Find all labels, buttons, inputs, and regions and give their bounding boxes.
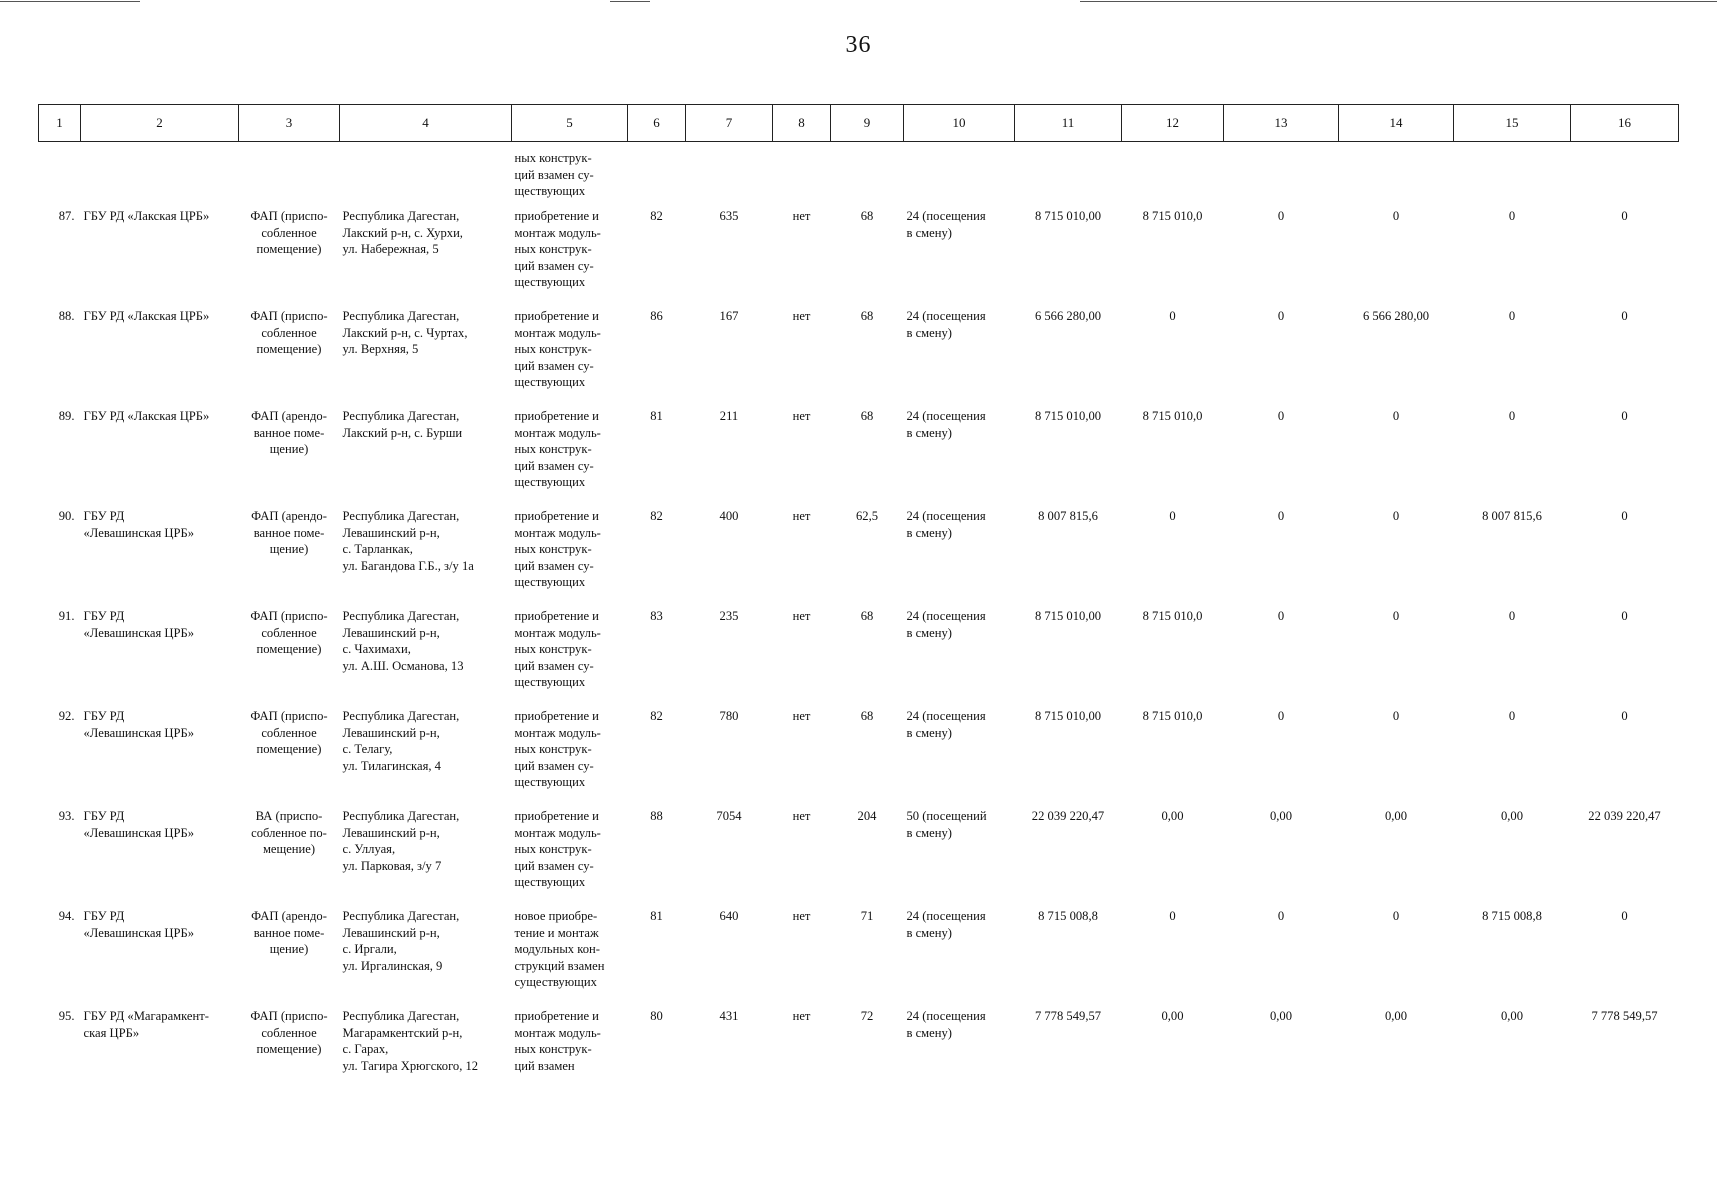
col-12-amount: 0 bbox=[1169, 909, 1176, 923]
address: Республика Дагестан, Лакский р-н, с. Чуртах, ул. Верхняя, 5 bbox=[342, 309, 468, 356]
facility-type: ФАП (арендо- ванное поме- щение) bbox=[251, 909, 327, 956]
column-header-4: 4 bbox=[340, 105, 512, 142]
column-header-15: 15 bbox=[1454, 105, 1571, 142]
capacity: 24 (посещения в смену) bbox=[906, 309, 986, 340]
col-15-amount: 0 bbox=[1508, 709, 1516, 723]
col-6-value: 82 bbox=[650, 709, 663, 723]
column-header-13: 13 bbox=[1224, 105, 1339, 142]
col-15-amount: 0 bbox=[1508, 609, 1516, 623]
total-amount: 8 715 010,00 bbox=[1034, 409, 1102, 423]
work-type: приобретение и монтаж модуль- ных конструк- ций взамен су- ществующих bbox=[514, 309, 601, 389]
institution: ГБУ РД «Лакская ЦРБ» bbox=[83, 409, 210, 423]
column-header-11: 11 bbox=[1015, 105, 1122, 142]
institution: ГБУ РД «Левашинская ЦРБ» bbox=[83, 709, 195, 740]
col-8-value: нет bbox=[792, 509, 811, 523]
facility-type: ФАП (приспо- собленное помещение) bbox=[250, 1009, 328, 1056]
work-type: приобретение и монтаж модуль- ных конструк- ций взамен су- ществующих bbox=[514, 509, 601, 589]
address: Республика Дагестан, Левашинский р-н, с. Телагу, ул. Тилагинская, 4 bbox=[342, 709, 460, 773]
table-row bbox=[39, 300, 1679, 400]
capacity: 24 (посещения в смену) bbox=[906, 509, 986, 540]
col-13-amount: 0,00 bbox=[1269, 1009, 1293, 1023]
col-12-amount: 8 715 010,0 bbox=[1142, 209, 1203, 223]
col-15-amount: 0,00 bbox=[1500, 1009, 1524, 1023]
col-13-amount: 0,00 bbox=[1269, 809, 1293, 823]
col-7-value: 640 bbox=[719, 909, 739, 923]
col-9-value: 68 bbox=[860, 409, 874, 423]
col-7-value: 400 bbox=[719, 509, 739, 523]
total-amount: 6 566 280,00 bbox=[1034, 309, 1102, 323]
table-row bbox=[39, 600, 1679, 700]
capacity: 24 (посещения в смену) bbox=[906, 909, 986, 940]
col-12-amount: 0,00 bbox=[1161, 809, 1184, 823]
col-14-amount: 0 bbox=[1392, 909, 1400, 923]
table-row bbox=[39, 200, 1679, 300]
col-12-amount: 0 bbox=[1169, 309, 1176, 323]
col-13-amount: 0 bbox=[1277, 709, 1285, 723]
total-amount: 22 039 220,47 bbox=[1031, 809, 1105, 823]
col-7-value: 235 bbox=[719, 609, 739, 623]
col-15-amount: 0 bbox=[1508, 209, 1516, 223]
total-amount: 7 778 549,57 bbox=[1034, 1009, 1102, 1023]
table-row bbox=[39, 400, 1679, 500]
capacity: 24 (посещения в смену) bbox=[906, 209, 986, 240]
col-15-amount: 0 bbox=[1508, 309, 1516, 323]
column-header-8: 8 bbox=[773, 105, 831, 142]
col-9-value: 68 bbox=[860, 709, 874, 723]
column-header-7: 7 bbox=[686, 105, 773, 142]
capacity: 24 (посещения в смену) bbox=[906, 1009, 986, 1040]
column-header-16: 16 bbox=[1571, 105, 1679, 142]
col-15-amount: 8 715 008,8 bbox=[1482, 909, 1542, 923]
column-header-12: 12 bbox=[1122, 105, 1224, 142]
column-header-10: 10 bbox=[904, 105, 1015, 142]
institution: ГБУ РД «Левашинская ЦРБ» bbox=[83, 809, 195, 840]
row-number: 88. bbox=[58, 309, 75, 323]
column-header-3: 3 bbox=[239, 105, 340, 142]
col-6-value: 82 bbox=[650, 209, 663, 223]
row-number: 89. bbox=[58, 409, 75, 423]
col-16-amount: 7 778 549,57 bbox=[1591, 1009, 1658, 1023]
col-14-amount: 0 bbox=[1392, 409, 1400, 423]
col-7-value: 780 bbox=[719, 709, 739, 723]
top-rule-left bbox=[0, 1, 140, 2]
column-header-2: 2 bbox=[81, 105, 239, 142]
col-15-amount: 8 007 815,6 bbox=[1482, 509, 1542, 523]
institution: ГБУ РД «Левашинская ЦРБ» bbox=[83, 509, 195, 540]
col-8-value: нет bbox=[792, 809, 811, 823]
col-16-amount: 0 bbox=[1621, 409, 1628, 423]
work-type: приобретение и монтаж модуль- ных конструк- ций взамен су- ществующих bbox=[514, 209, 601, 289]
capacity: 24 (посещения в смену) bbox=[906, 709, 986, 740]
col-6-value: 82 bbox=[650, 509, 663, 523]
total-amount: 8 007 815,6 bbox=[1038, 509, 1098, 523]
col-7-value: 211 bbox=[719, 409, 739, 423]
table-row bbox=[39, 700, 1679, 800]
col-16-amount: 0 bbox=[1621, 609, 1628, 623]
col-9-value: 71 bbox=[860, 909, 874, 923]
col-6-value: 80 bbox=[650, 1009, 663, 1023]
col-7-value: 635 bbox=[719, 209, 739, 223]
col-7-value: 431 bbox=[719, 1009, 739, 1023]
row-number: 93. bbox=[58, 809, 75, 823]
work-type: приобретение и монтаж модуль- ных конструк- ций взамен су- ществующих bbox=[514, 609, 601, 689]
col-8-value: нет bbox=[792, 409, 811, 423]
col-6-value: 86 bbox=[650, 309, 663, 323]
capacity: 24 (посещения в смену) bbox=[906, 609, 986, 640]
work-type: новое приобре- тение и монтаж модульных кон- струкций взамен существующих bbox=[514, 909, 605, 989]
col-13-amount: 0 bbox=[1277, 609, 1285, 623]
col-12-amount: 8 715 010,0 bbox=[1142, 709, 1203, 723]
work-type: приобретение и монтаж модуль- ных конструк- ций взамен су- ществующих bbox=[514, 809, 601, 889]
col-8-value: нет bbox=[792, 909, 811, 923]
col-9-value: 72 bbox=[860, 1009, 874, 1023]
col-8-value: нет bbox=[792, 609, 811, 623]
col-16-amount: 0 bbox=[1621, 709, 1628, 723]
col-14-amount: 0 bbox=[1392, 709, 1400, 723]
work-type: приобретение и монтаж модуль- ных конструк- ций взамен су- ществующих bbox=[514, 409, 601, 489]
facility-type: ФАП (приспо- собленное помещение) bbox=[250, 309, 328, 356]
facility-type: ФАП (арендо- ванное поме- щение) bbox=[251, 509, 327, 556]
data-table bbox=[38, 104, 1679, 1088]
col-9-value: 68 bbox=[860, 609, 874, 623]
table-row bbox=[39, 900, 1679, 1000]
col-8-value: нет bbox=[792, 1009, 811, 1023]
col-6-value: 81 bbox=[650, 409, 663, 423]
facility-type: ФАП (приспо- собленное помещение) bbox=[250, 609, 328, 656]
col-14-amount: 0 bbox=[1392, 209, 1400, 223]
table-row bbox=[39, 500, 1679, 600]
col-16-amount: 0 bbox=[1621, 209, 1628, 223]
institution: ГБУ РД «Лакская ЦРБ» bbox=[83, 309, 210, 323]
col-7-value: 7054 bbox=[716, 809, 742, 823]
col-8-value: нет bbox=[792, 709, 811, 723]
address: Республика Дагестан, Левашинский р-н, с. Чахимахи, ул. А.Ш. Османова, 13 bbox=[342, 609, 464, 673]
address: Республика Дагестан, Магарамкентский р-н, с. Гарах, ул. Тагира Хрюгского, 12 bbox=[342, 1009, 479, 1073]
capacity: 50 (посещений в смену) bbox=[906, 809, 987, 840]
column-header-5: 5 bbox=[512, 105, 628, 142]
col-14-amount: 6 566 280,00 bbox=[1362, 309, 1430, 323]
address: Республика Дагестан, Левашинский р-н, с. Тарланкак, ул. Багандова Г.Б., з/у 1а bbox=[342, 509, 474, 573]
col-15-amount: 0 bbox=[1508, 409, 1516, 423]
header-row bbox=[39, 105, 1679, 142]
col-15-amount: 0,00 bbox=[1500, 809, 1524, 823]
col-14-amount: 0,00 bbox=[1384, 809, 1408, 823]
facility-type: ФАП (приспо- собленное помещение) bbox=[250, 209, 328, 256]
facility-type: ФАП (арендо- ванное поме- щение) bbox=[251, 409, 327, 456]
col-12-amount: 0,00 bbox=[1161, 1009, 1184, 1023]
total-amount: 8 715 010,00 bbox=[1034, 709, 1102, 723]
col-12-amount: 0 bbox=[1169, 509, 1176, 523]
row-number: 87. bbox=[58, 209, 75, 223]
col-6-value: 83 bbox=[650, 609, 663, 623]
institution: ГБУ РД «Магарамкент- ская ЦРБ» bbox=[83, 1009, 209, 1040]
address: Республика Дагестан, Лакский р-н, с. Хурхи, ул. Набережная, 5 bbox=[342, 209, 463, 256]
continuation-row bbox=[39, 142, 1679, 201]
row-number: 94. bbox=[58, 909, 75, 923]
institution: ГБУ РД «Левашинская ЦРБ» bbox=[83, 909, 195, 940]
col-13-amount: 0 bbox=[1277, 909, 1285, 923]
facility-type: ФАП (приспо- собленное помещение) bbox=[250, 709, 328, 756]
col-14-amount: 0 bbox=[1392, 609, 1400, 623]
institution: ГБУ РД «Левашинская ЦРБ» bbox=[83, 609, 195, 640]
facility-type: ВА (приспо- собленное по- мещение) bbox=[251, 809, 327, 856]
col-12-amount: 8 715 010,0 bbox=[1142, 609, 1203, 623]
row-number: 92. bbox=[58, 709, 75, 723]
col-13-amount: 0 bbox=[1277, 209, 1285, 223]
col-6-value: 88 bbox=[650, 809, 663, 823]
continuation-work-type: ных конструк- ций взамен су- ществующих bbox=[514, 151, 594, 198]
col-13-amount: 0 bbox=[1277, 309, 1285, 323]
work-type: приобретение и монтаж модуль- ных конструк- ций взамен bbox=[514, 1009, 601, 1073]
col-12-amount: 8 715 010,0 bbox=[1142, 409, 1203, 423]
col-6-value: 81 bbox=[650, 909, 663, 923]
address: Республика Дагестан, Левашинский р-н, с. Уллуая, ул. Парковая, з/у 7 bbox=[342, 809, 460, 873]
column-header-9: 9 bbox=[831, 105, 904, 142]
address: Республика Дагестан, Лакский р-н, с. Бурши bbox=[342, 409, 463, 440]
col-8-value: нет bbox=[792, 209, 811, 223]
institution: ГБУ РД «Лакская ЦРБ» bbox=[83, 209, 210, 223]
col-13-amount: 0 bbox=[1277, 409, 1285, 423]
col-14-amount: 0 bbox=[1392, 509, 1400, 523]
total-amount: 8 715 010,00 bbox=[1034, 609, 1102, 623]
col-9-value: 62,5 bbox=[855, 509, 879, 523]
col-8-value: нет bbox=[792, 309, 811, 323]
col-16-amount: 22 039 220,47 bbox=[1588, 809, 1661, 823]
top-rule-right bbox=[1080, 1, 1717, 2]
col-16-amount: 0 bbox=[1621, 909, 1628, 923]
column-header-1: 1 bbox=[39, 105, 81, 142]
row-number: 90. bbox=[58, 509, 75, 523]
table-row bbox=[39, 1000, 1679, 1088]
col-13-amount: 0 bbox=[1277, 509, 1285, 523]
top-rule-middle bbox=[610, 1, 650, 2]
address: Республика Дагестан, Левашинский р-н, с. Иргали, ул. Иргалинская, 9 bbox=[342, 909, 460, 973]
col-14-amount: 0,00 bbox=[1384, 1009, 1408, 1023]
table-row bbox=[39, 800, 1679, 900]
work-type: приобретение и монтаж модуль- ных конструк- ций взамен су- ществующих bbox=[514, 709, 601, 789]
page-number: 36 bbox=[845, 32, 872, 58]
col-16-amount: 0 bbox=[1621, 509, 1628, 523]
col-9-value: 68 bbox=[860, 209, 874, 223]
capacity: 24 (посещения в смену) bbox=[906, 409, 986, 440]
total-amount: 8 715 010,00 bbox=[1034, 209, 1102, 223]
total-amount: 8 715 008,8 bbox=[1038, 909, 1098, 923]
column-header-6: 6 bbox=[628, 105, 686, 142]
row-number: 91. bbox=[58, 609, 75, 623]
row-number: 95. bbox=[58, 1009, 75, 1023]
col-7-value: 167 bbox=[719, 309, 739, 323]
col-9-value: 204 bbox=[857, 809, 877, 823]
col-9-value: 68 bbox=[860, 309, 874, 323]
column-header-14: 14 bbox=[1339, 105, 1454, 142]
col-16-amount: 0 bbox=[1621, 309, 1628, 323]
